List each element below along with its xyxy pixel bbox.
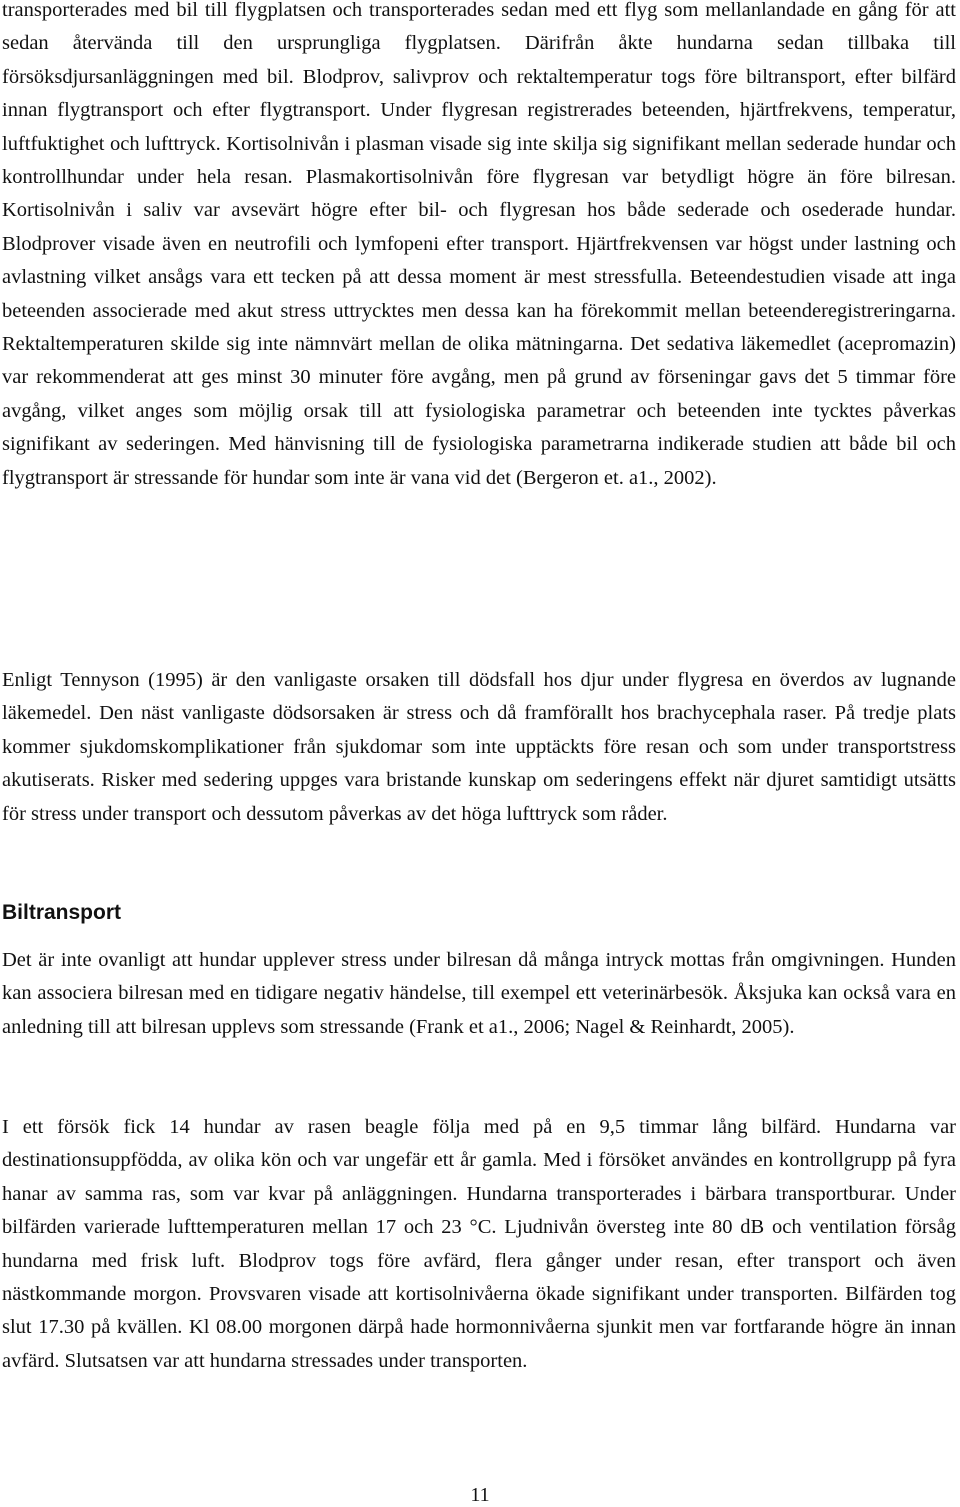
page-number: 11: [470, 1484, 490, 1506]
body-paragraph: transporterades med bil till flygplatsen och transporterades sedan med ett flyg som mellanlandade en gång för att sedan återvända till den ursprungliga flygplatsen. Därifrån åkte hundarna sedan tillbaka till försöksdjursanläggningen med bil. Blodprov, salivprov och rektaltemperatur togs före biltransport, efter bilfärd innan flygtransport och efter flygtransport. Under flygresan registrerades beteenden, hjärtfrekvens, temperatur, luftfuktighet och lufttryck. Kortisolnivån i plasman visade sig inte skilja sig signifikant mellan sederade hundar och kontrollhundar under hela resan. Plasmakortisolnivån före flygresan var betydligt högre än före bilresan. Kortisolnivån i saliv var avsevärt högre efter bil- och flygresan hos både sederade och osederade hundar. Blodprover visade även en neutrofili och lymfopeni efter transport. Hjärtfrekvensen var högst under lastning och avlastning vilket ansågs vara ett tecken på att dessa moment är mest stressfulla. Beteendestudien visade att inga beteenden associerade med akut stress uttrycktes men dessa kan ha förekommit mellan beteenderegistreringarna. Rektaltemperaturen skilde sig inte nämnvärt mellan de olika mätningarna. Det sedativa läkemedlet (acepromazin) var rekommenderat att ges minst 30 minuter före avgång, men på grund av förseningar gavs det 5 timmar före avgång, vilket anges som möjlig orsak till att fysiologiska parametrar och beteenden inte tycktes påverkas signifikant av sederingen. Med hänvisning till de fysiologiska parametrarna indikerade studien att både bil och flygtransport är stressande för hundar som inte är vana vid det (Bergeron et. a1., 2002).: [2, 0, 956, 489]
body-paragraph: Enligt Tennyson (1995) är den vanligaste orsaken till dödsfall hos djur under flygresa en överdos av lugnande läkemedel. Den näst vanligaste dödsorsaken är stress och då framförallt hos brachycephala raser. På tredje plats kommer sjukdomskomplikationer från sjukdomar som inte upptäckts före resan och som under transportstress akutiserats. Risker med sedering uppges vara bristande kunskap om sederingens effekt när djuret samtidigt utsätts för stress under transport och dessutom påverkas av det höga lufttryck som råder.: [2, 669, 956, 825]
section-paragraph: Det är inte ovanligt att hundar upplever stress under bilresan då många intryck mottas från omgivningen. Hunden kan associera bilresan med en tidigare negativ händelse, till exempel ett veterinärbesök. Åksjuka kan också vara en anledning till att bilresan upplevs som stressande (Frank et a1., 2006; Nagel & Reinhardt, 2005).: [2, 949, 956, 1038]
section-heading: Biltransport: [2, 901, 122, 924]
section-paragraph: I ett försök fick 14 hundar av rasen beagle följa med på en 9,5 timmar lång bilfärd. Hundarna var destinationsuppfödda, av olika kön och var ungefär ett år gamla. Med i försöket användes en kontrollgrupp på fyra hanar av samma ras, som var kvar på anläggningen. Hundarna transporterades i bärbara transportburar. Under bilfärden varierade lufttemperaturen mellan 17 och 23 °C. Ljudnivån översteg inte 80 dB och ventilation försåg hundarna med frisk luft. Blodprov togs före avfärd, flera gånger under resan, efter transport och även nästkommande morgon. Provsvaren visade att kortisolnivåerna ökade signifikant under transporten. Bilfärden tog slut 17.30 på kvällen. Kl 08.00 morgonen därpå hade hormonnivåerna sjunkit men var fortfarande högre än innan avfärd. Slutsatsen var att hundarna stressades under transporten.: [2, 1116, 956, 1372]
